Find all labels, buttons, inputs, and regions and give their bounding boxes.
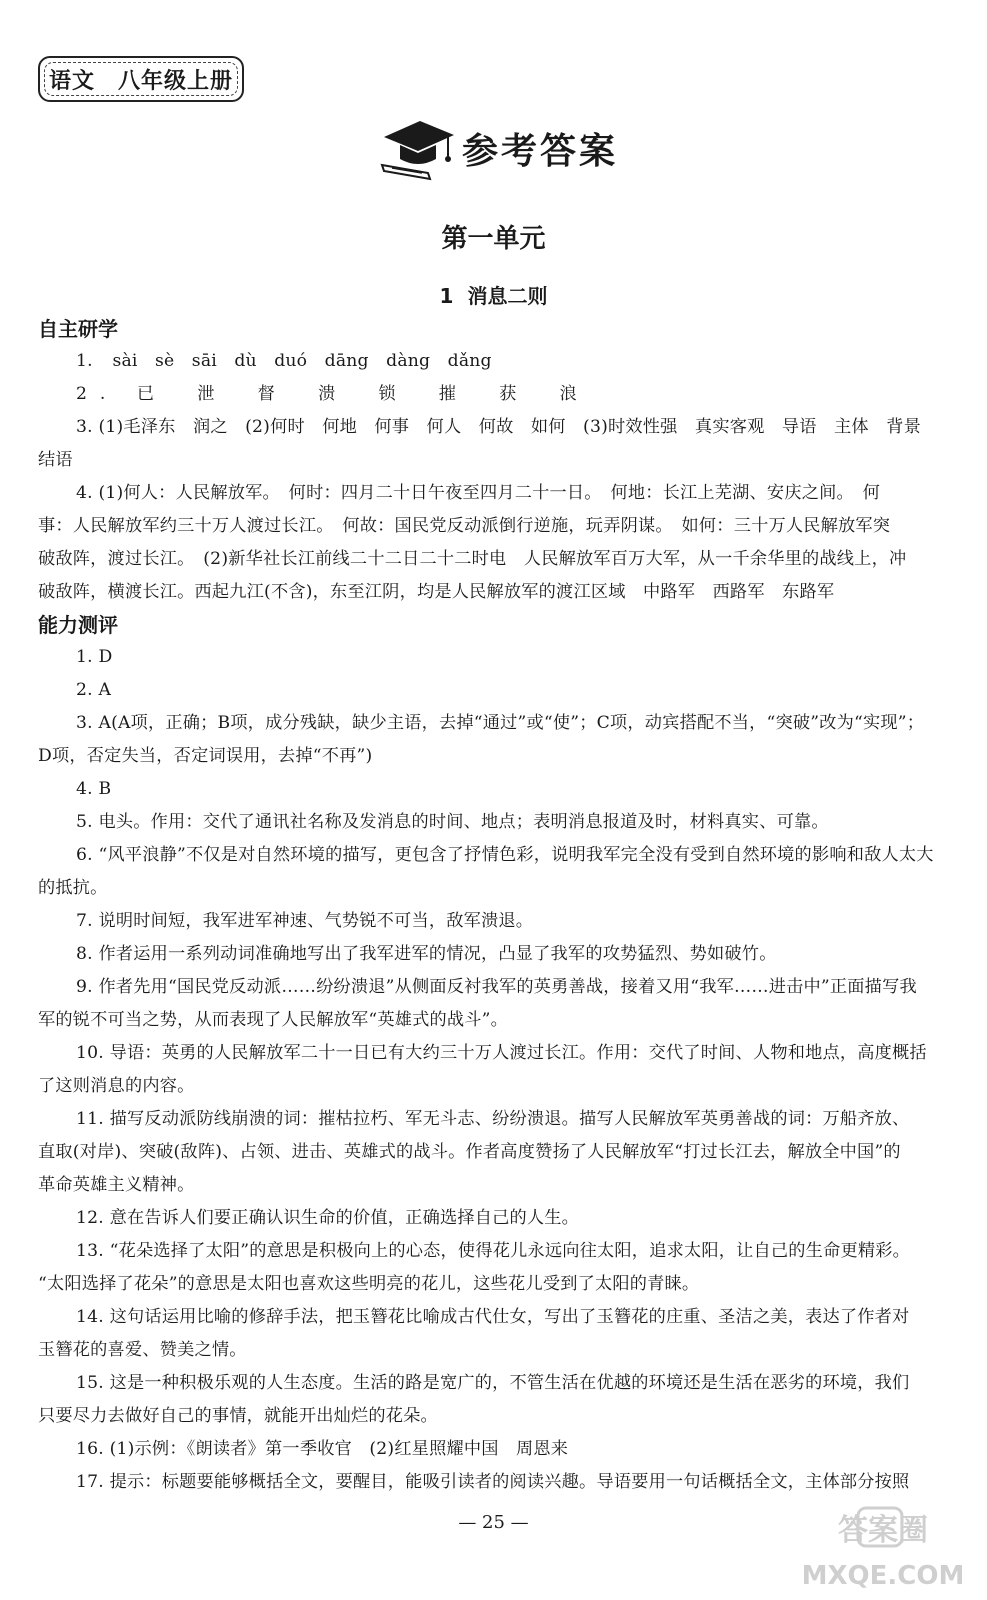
answer-line: 9. 作者先用“国民党反动派……纷纷溃退”从侧面反衬我军的英勇善战，接着又用“我军……进击中”正面描写我 [76, 977, 917, 997]
unit-title: 第一单元 [441, 224, 546, 254]
lesson-title [0, 280, 987, 309]
lesson-number: 1 [439, 284, 454, 308]
header-title: 参考答案 [462, 130, 619, 172]
answer-line: 结语 [38, 450, 73, 470]
answer-line: 17. 提示：标题要能够概括全文，要醒目，能吸引读者的阅读兴趣。导语要用一句话概括全文，主体部分按照 [76, 1472, 910, 1492]
answer-line: 玉簪花的喜爱、赞美之情。 [38, 1340, 247, 1360]
answer-line: 12. 意在告诉人们要正确认识生命的价值，正确选择自己的人生。 [76, 1208, 580, 1228]
answer-line: 直取(对岸)、突破(敌阵)、占领、进击、英雄式的战斗。作者高度赞扬了人民解放军“打过长江去，解放全中国”的 [38, 1142, 901, 1162]
answer-line: 革命英雄主义精神。 [38, 1175, 195, 1195]
book-tag: 语文 八年级上册 [38, 56, 244, 102]
answer-line: 破敌阵，横渡长江。西起九江(不含)，东至江阴，均是人民解放军的渡江区域 中路军 西路军 东路军 [38, 582, 835, 602]
answer-line: 3. (1)毛泽东 润之 (2)何时 何地 何事 何人 何故 如何 (3)时效性强 真实客观 导语 主体 背景 [76, 417, 921, 437]
answer-line: “太阳选择了花朵”的意思是太阳也喜欢这些明亮的花儿，这些花儿受到了太阳的青睐。 [38, 1274, 700, 1294]
answer-line: 4. (1)何人：人民解放军。 何时：四月二十日午夜至四月二十一日。 何地：长江上芜湖、安庆之间。 何 [76, 483, 881, 503]
answer-line: 3. A(A项，正确；B项，成分残缺，缺少主语，去掉“通过”或“使”；C项，动宾搭配不当，“突破”改为“实现”； [76, 713, 925, 733]
answer-line: 16. (1)示例：《朗读者》第一季收官 (2)红星照耀中国 周恩来 [76, 1439, 569, 1459]
section-heading-self-study: 自主研学 [38, 317, 118, 341]
answer-line: 5. 电头。作用：交代了通讯社名称及发消息的时间、地点；表明消息报道及时，材料真实、可靠。 [76, 812, 829, 832]
answer-line: 4. B [76, 779, 112, 799]
watermark-logo [788, 1506, 978, 1592]
section-heading-ability-test: 能力测评 [38, 613, 118, 637]
answer-line: 事：人民解放军约三十万人渡过长江。 何故：国民党反动派倒行逆施，玩弄阴谋。 如何：三十万人民解放军突 [38, 516, 891, 536]
answer-line: 11. 描写反动派防线崩溃的词：摧枯拉朽、军无斗志、纷纷溃退。描写人民解放军英勇善战的词：万船齐放、 [76, 1109, 910, 1129]
answer-header [378, 112, 618, 184]
watermark-text: 答案圈 [838, 1513, 928, 1548]
answer-line: 7. 说明时间短，我军进军神速、气势锐不可当，敌军溃退。 [76, 911, 534, 931]
answer-line: D项，否定失当，否定词误用，去掉“不再”) [38, 746, 373, 766]
lesson-name: 消息二则 [467, 284, 548, 308]
answer-line: 2. A [76, 680, 112, 700]
answer-line: 2. 已 泄 督 溃 锁 摧 获 浪 [76, 384, 590, 404]
watermark-domain: MXQE.COM [801, 1561, 965, 1591]
answer-line: 13. “花朵选择了太阳”的意思是积极向上的心态，使得花儿永远向往太阳，追求太阳，让自己的生命更精彩。 [76, 1241, 911, 1261]
answer-line: 军的锐不可当之势，从而表现了人民解放军“英雄式的战斗”。 [38, 1010, 509, 1030]
answer-line: 只要尽力去做好自己的事情，就能开出灿烂的花朵。 [38, 1406, 438, 1426]
answer-line: 15. 这是一种积极乐观的人生态度。生活的路是宽广的，不管生活在优越的环境还是生活在恶劣的环境，我们 [76, 1373, 910, 1393]
graduation-cap-icon [378, 115, 456, 181]
answer-line: 6. “风平浪静”不仅是对自然环境的描写，更包含了抒情色彩，说明我军完全没有受到自然环境的影响和敌人太大 [76, 845, 934, 865]
answer-line: 了这则消息的内容。 [38, 1076, 195, 1096]
page-number: — 25 — [458, 1512, 529, 1533]
answer-line: 1. sài sè sāi dù duó dāng dàng dǎng [76, 351, 492, 371]
answer-line: 破敌阵，渡过长江。 (2)新华社长江前线二十二日二十二时电 人民解放军百万大军，从一千余华里的战线上，冲 [38, 549, 907, 569]
answer-line: 1. D [76, 647, 113, 667]
answer-content [38, 313, 950, 1499]
answer-line: 的抵抗。 [38, 878, 108, 898]
answer-line: 8. 作者运用一系列动词准确地写出了我军进军的情况，凸显了我军的攻势猛烈、势如破竹。 [76, 944, 777, 964]
answer-line: 14. 这句话运用比喻的修辞手法，把玉簪花比喻成古代仕女，写出了玉簪花的庄重、圣洁之美，表达了作者对 [76, 1307, 910, 1327]
answer-line: 10. 导语：英勇的人民解放军二十一日已有大约三十万人渡过长江。作用：交代了时间、人物和地点，高度概括 [76, 1043, 927, 1063]
